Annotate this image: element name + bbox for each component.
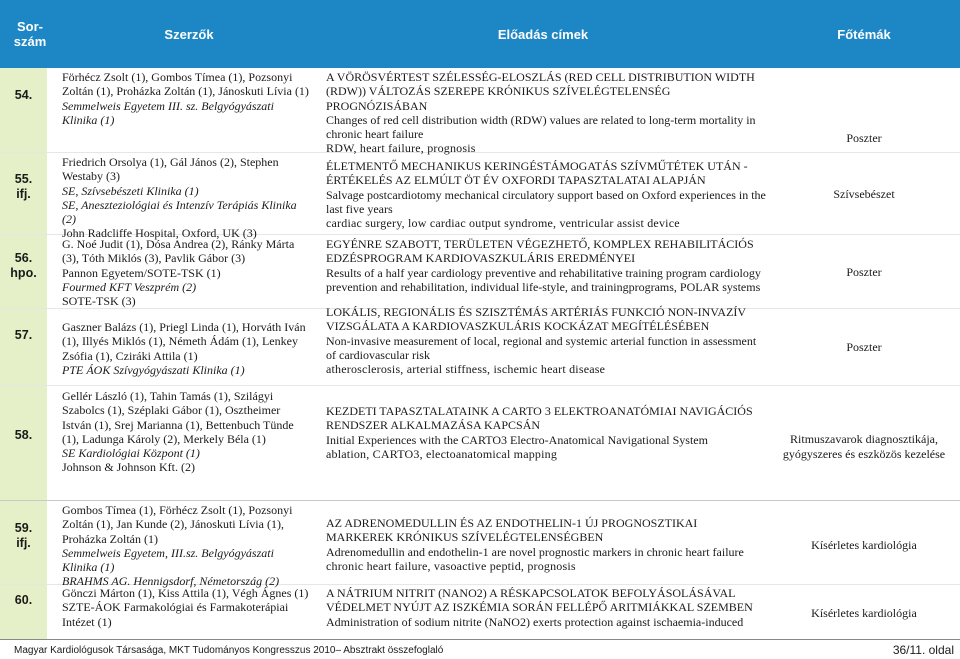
entry-number xyxy=(0,328,47,343)
topic-label: Szívsebészet xyxy=(833,187,895,201)
topic-label: Kísérletes kardiológia xyxy=(811,538,917,552)
table-header xyxy=(0,0,960,68)
header-title: Előadás címek xyxy=(497,26,589,42)
entry-authors xyxy=(62,155,312,241)
affiliation: SOTE-TSK (3) xyxy=(62,294,136,309)
entry-abstract xyxy=(326,70,766,156)
affiliation: Semmelweis Egyetem III. sz. Belgyógyászati Klinika (1) xyxy=(62,98,274,127)
page-footer xyxy=(0,639,960,659)
entry-number-text: 56. hpo. xyxy=(10,251,37,280)
header-num-label: Sor- szám xyxy=(13,19,47,49)
keywords: RDW, heart failure, prognosis xyxy=(326,141,476,156)
keywords: ablation, CARTO3, electoanatomical mapping xyxy=(326,446,558,461)
entry-number xyxy=(0,251,47,281)
keywords: chronic heart failure, vasoactive peptid, prognosis xyxy=(326,558,576,573)
entry-number xyxy=(0,172,47,202)
entry-abstract xyxy=(326,305,766,376)
entry-authors xyxy=(62,320,312,377)
affiliation: SE, Aneszteziológiai és Intenzív Terápiás Klinika (2) xyxy=(62,197,297,227)
topic-label: Poszter xyxy=(846,340,882,354)
title-english: Results of a half year cardiology preventive and rehabilitative training program cardiology prevention and rehabilitation, individual life-style, and trainingprograms, POLAR systems xyxy=(326,265,761,294)
affiliation: Fourmed KFT Veszprém (2) xyxy=(62,279,197,294)
author-list: Gaszner Balázs (1), Priegl Linda (1), Horváth Iván (1), Illyés Miklós (1), Németh Ádám (1), Lenkey Zsófia (1), Cziráki Attila (1) xyxy=(62,320,306,363)
title-hungarian: KEZDETI TAPASZTALATAINK A CARTO 3 ELEKTROANATÓMIAI NAVIGÁCIÓS RENDSZER ALKALMAZÁSA KAPCSÁN xyxy=(326,404,753,433)
entry-authors xyxy=(62,237,312,308)
author-list: Gombos Tímea (1), Förhécz Zsolt (1), Pozsonyi Zoltán (1), Jan Kunde (2), Jánoskuti Lívia (1), Proházka Zoltán (1) xyxy=(62,503,293,546)
title-hungarian: A VÖRÖSVÉRTEST SZÉLESSÉG-ELOSZLÁS (RED CELL DISTRIBUTION WIDTH (RDW)) VÁLTOZÁS SZEREPE KRÓNIKUS SZÍVELÉGTELENSÉG PROGNÓZISÁBAN xyxy=(326,70,755,113)
affiliation: SE Kardiológiai Központ (1) xyxy=(62,446,200,461)
entry-number xyxy=(0,88,47,103)
keywords: atherosclerosis, arterial stiffness, ischemic heart disease xyxy=(326,362,606,377)
header-num xyxy=(0,0,60,68)
affiliation: BRAHMS AG. Hennigsdorf, Németország (2) xyxy=(62,574,280,589)
header-authors: Szerzők xyxy=(164,26,214,42)
author-list: G. Noé Judit (1), Dósa Andrea (2), Ránky Márta (3), Tóth Miklós (3), Pavlik Gábor (3) xyxy=(62,237,295,266)
entry-number-text: 59. ifj. xyxy=(14,521,33,550)
topic-label: Poszter xyxy=(846,265,882,279)
row-divider xyxy=(0,385,960,386)
affiliation: Johnson & Johnson Kft. (2) xyxy=(62,460,196,475)
entry-authors xyxy=(62,503,312,589)
entry-number-text: 54. xyxy=(14,88,33,102)
header-topic: Főtémák xyxy=(837,26,891,42)
affiliation: SZTE-ÁOK Farmakológiai és Farmakoterápiai Intézet (1) xyxy=(62,600,289,629)
page-number: 36/11. oldal xyxy=(892,643,954,657)
entry-abstract xyxy=(326,404,766,461)
entry-number-text: 58. xyxy=(14,428,33,442)
author-list: Gellér László (1), Tahin Tamás (1), Szilágyi Szabolcs (1), Széplaki Gábor (1), Osztheimer István (1), Srej Marianna (1), Bettenbuch Tünde (1), Ladunga Károly (2), Merkely Béla (1) xyxy=(62,389,294,446)
entry-number-text: 55. ifj. xyxy=(14,172,33,201)
title-hungarian: ÉLETMENTŐ MECHANIKUS KERINGÉSTÁMOGATÁS SZÍVMŰTÉTEK UTÁN - ÉRTÉKELÉS AZ ELMÚLT ÖT ÉV OXFORDI TAPASZTALATAI ALAPJÁN xyxy=(326,159,748,188)
affiliation: SE, Szívsebészeti Klinika (1) xyxy=(62,183,199,198)
title-english: Initial Experiences with the CARTO3 Electro-Anatomical Navigational System xyxy=(326,432,708,447)
entry-number xyxy=(0,521,47,551)
topic-label: Ritmuszavarok diagnosztikája, gyógyszeres és eszközös kezelése xyxy=(782,432,946,461)
title-hungarian: LOKÁLIS, REGIONÁLIS ÉS SZISZTÉMÁS ARTÉRIÁS FUNKCIÓ NON-INVAZÍV VIZSGÁLATA A KARDIOVASZKULÁRIS KOCKÁZAT MEGÍTÉLÉSÉBEN xyxy=(326,305,746,334)
title-english: Administration of sodium nitrite (NaNO2) exerts protection against ischaemia-induced xyxy=(326,614,744,629)
entry-authors xyxy=(62,389,312,475)
entry-authors xyxy=(62,70,312,127)
author-list: Förhécz Zsolt (1), Gombos Tímea (1), Pozsonyi Zoltán (1), Proházka Zoltán (1), Jánoskuti Lívia (1) xyxy=(62,70,309,99)
title-hungarian: A NÁTRIUM NITRIT (NANO2) A RÉSKAPCSOLATOK BEFOLYÁSOLÁSÁVAL VÉDELMET NYÚJT AZ ISZKÉMIA SORÁN FELLÉPŐ ARITMIÁKKAL SZEMBEN xyxy=(326,586,753,615)
title-english: Changes of red cell distribution width (RDW) values are related to long-term mortality in chronic heart failure xyxy=(326,112,756,142)
title-hungarian: EGYÉNRE SZABOTT, TERÜLETEN VÉGEZHETŐ, KOMPLEX REHABILITÁCIÓS EDZÉSPROGRAM KARDIOVASZKULÁRIS EREDMÉNYEI xyxy=(326,237,754,266)
entry-number xyxy=(0,428,47,443)
footer-source: Magyar Kardiológusok Társasága, MKT Tudományos Kongresszus 2010– Absztrakt összefoglaló xyxy=(14,645,444,656)
entry-authors xyxy=(62,586,312,629)
affiliation: PTE ÁOK Szívgyógyászati Klinika (1) xyxy=(62,362,245,377)
keywords: cardiac surgery, low cardiac output syndrome, ventricular assist device xyxy=(326,216,680,231)
topic-label: Poszter xyxy=(846,131,882,145)
author-list: Friedrich Orsolya (1), Gál János (2), Stephen Westaby (3) xyxy=(62,155,279,184)
entry-abstract xyxy=(326,237,766,294)
topic-label: Kísérletes kardiológia xyxy=(811,606,917,620)
affiliation: Pannon Egyetem/SOTE-TSK (1) xyxy=(62,265,221,280)
author-list: Gönczi Márton (1), Kiss Attila (1), Végh Ágnes (1) xyxy=(62,586,309,600)
row-divider xyxy=(0,500,960,501)
entry-number-text: 60. xyxy=(14,593,33,607)
entry-abstract xyxy=(326,586,766,629)
title-english: Salvage postcardiotomy mechanical circulatory support based on Oxford experiences in the last five years xyxy=(326,187,766,216)
entry-abstract xyxy=(326,516,766,573)
entry-number-text: 57. xyxy=(14,328,33,342)
affiliation: Semmelweis Egyetem, III.sz. Belgyógyászati Klinika (1) xyxy=(62,545,274,575)
affiliation: John Radcliffe Hospital, Oxford, UK (3) xyxy=(62,226,257,241)
entry-abstract xyxy=(326,159,766,230)
title-english: Adrenomedullin and endothelin-1 are novel prognostic markers in chronic heart failure xyxy=(326,544,744,559)
title-hungarian: AZ ADRENOMEDULLIN ÉS AZ ENDOTHELIN-1 ÚJ PROGNOSZTIKAI MARKEREK KRÓNIKUS SZÍVELÉGTELENSÉGBEN xyxy=(326,516,698,545)
entry-number xyxy=(0,593,47,608)
title-english: Non-invasive measurement of local, regional and systemic arterial function in assessment of cardiovascular risk xyxy=(326,333,757,362)
